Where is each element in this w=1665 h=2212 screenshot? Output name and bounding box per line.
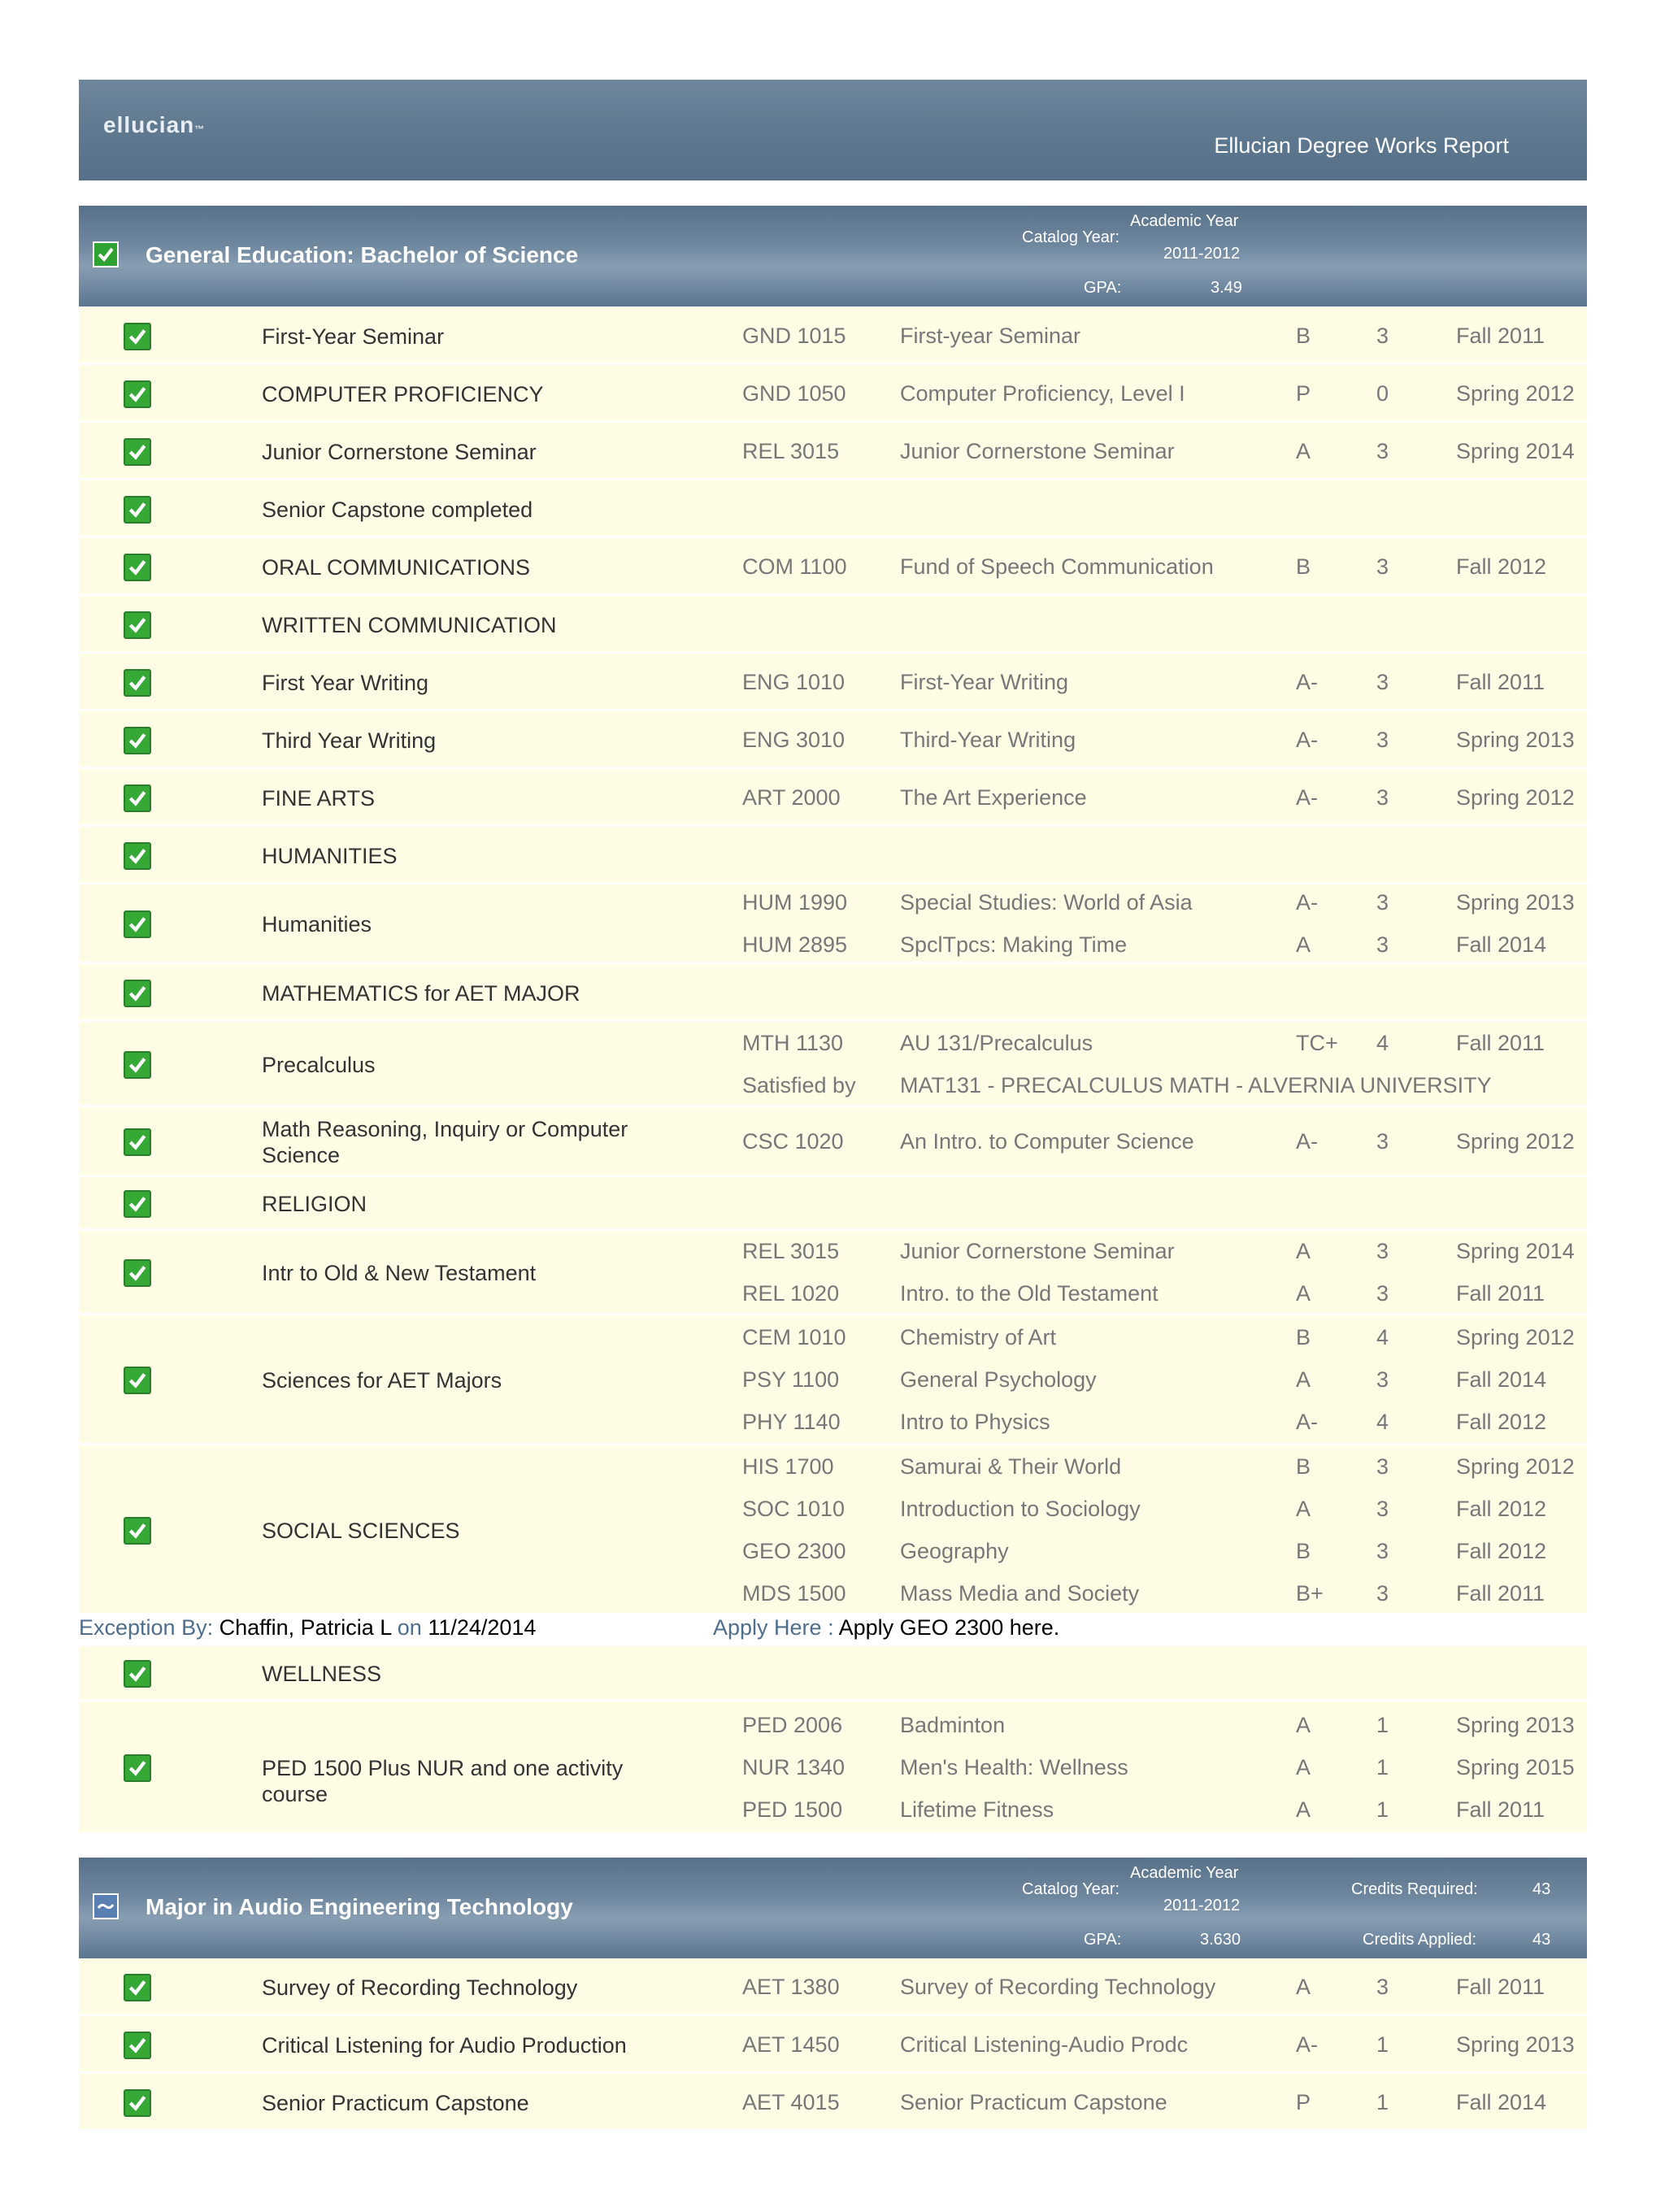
apply-here-label: Apply Here : [713, 1615, 834, 1640]
exception-date: 11/24/2014 [428, 1615, 537, 1640]
course-grade: A [1296, 1367, 1311, 1392]
course-term: Fall 2011 [1456, 1797, 1545, 1822]
course-code: PED 2006 [742, 1713, 843, 1737]
requirement-name: PED 1500 Plus NUR and one activity course [262, 1756, 624, 1806]
complete-check-icon [124, 496, 151, 524]
course-credits: 1 [1376, 2089, 1389, 2114]
course-term: Fall 2014 [1456, 2089, 1547, 2114]
course-code: GEO 2300 [742, 1538, 846, 1563]
course-grade: A- [1296, 784, 1318, 810]
course-term: Fall 2012 [1456, 1496, 1547, 1521]
course-code: AET 1450 [742, 2032, 840, 2057]
course-title: Computer Proficiency, Level I [900, 380, 1185, 406]
course-grade: B [1296, 1454, 1311, 1479]
course-term: Spring 2015 [1456, 1755, 1575, 1780]
complete-check-icon [124, 323, 151, 350]
requirement-name: First-Year Seminar [262, 324, 445, 349]
in-progress-icon [93, 1893, 119, 1919]
course-title: Fund of Speech Communication [900, 554, 1214, 579]
course-grade: B [1296, 323, 1311, 348]
requirement-row [79, 423, 1587, 480]
course-title: SpclTpcs: Making Time [900, 932, 1128, 957]
course-term: Fall 2011 [1456, 1030, 1545, 1055]
section-title: General Education: Bachelor of Science [146, 242, 579, 267]
course-credits: 3 [1376, 1496, 1389, 1521]
complete-check-icon [124, 842, 151, 870]
course-grade: A [1296, 1797, 1311, 1822]
course-grade: A- [1296, 669, 1318, 694]
course-code: CSC 1020 [742, 1129, 844, 1154]
course-credits: 3 [1376, 1538, 1389, 1563]
requirement-row [79, 1177, 1587, 1231]
gpa-value: 3.630 [1200, 1931, 1241, 1949]
course-title: First-year Seminar [900, 323, 1081, 348]
requirement-row [79, 307, 1587, 365]
course-term: Fall 2011 [1456, 1580, 1545, 1606]
exception-by-label: Exception By: [79, 1615, 214, 1640]
course-title: Junior Cornerstone Seminar [900, 1239, 1175, 1263]
course-credits: 3 [1376, 890, 1389, 915]
course-grade: B [1296, 1538, 1311, 1563]
course-credits: 1 [1376, 1713, 1389, 1737]
academic-year-label: Academic Year [1130, 1864, 1239, 1882]
course-credits: 3 [1376, 669, 1389, 694]
course-title: Intro to Physics [900, 1410, 1050, 1434]
complete-check-icon [93, 241, 119, 267]
course-credits: 1 [1376, 1755, 1389, 1780]
course-grade: A- [1296, 2032, 1318, 2057]
course-title: Intro. to the Old Testament [900, 1281, 1159, 1306]
course-title: Junior Cornerstone Seminar [900, 438, 1175, 463]
course-credits: 3 [1376, 1281, 1389, 1306]
course-grade: B [1296, 1325, 1311, 1349]
requirement-name: COMPUTER PROFICIENCY [262, 381, 544, 406]
credits-required-label: Credits Required: [1351, 1880, 1478, 1898]
course-code: HUM 1990 [742, 890, 848, 915]
course-term: Fall 2011 [1456, 1281, 1545, 1306]
course-code: HUM 2895 [742, 932, 848, 957]
course-code: MTH 1130 [742, 1030, 844, 1055]
course-credits: 3 [1376, 323, 1389, 348]
course-grade: A [1296, 1755, 1311, 1780]
course-term: Fall 2011 [1456, 1974, 1545, 1999]
course-term: Spring 2012 [1456, 1454, 1575, 1479]
course-title: Senior Practicum Capstone [900, 2089, 1167, 2114]
course-code: ENG 1010 [742, 669, 846, 694]
requirement-row [79, 365, 1587, 423]
course-term: Fall 2012 [1456, 1538, 1547, 1563]
complete-check-icon [124, 1128, 151, 1156]
course-code: REL 3015 [742, 1239, 840, 1263]
course-term: Fall 2014 [1456, 1367, 1547, 1392]
requirement-name: Senior Practicum Capstone [262, 2090, 529, 2115]
report-title: Ellucian Degree Works Report [1214, 133, 1509, 158]
requirement-name: Math Reasoning, Inquiry or Computer Science [262, 1117, 628, 1167]
catalog-year-label: Catalog Year: [1022, 1880, 1120, 1898]
course-credits: 3 [1376, 1367, 1389, 1392]
requirement-name: Critical Listening for Audio Production [262, 2032, 627, 2058]
exception-by-name: Chaffin, Patricia L [219, 1615, 392, 1640]
complete-check-icon [124, 1517, 151, 1545]
course-credits: 1 [1376, 1797, 1389, 1822]
course-title: An Intro. to Computer Science [900, 1129, 1194, 1154]
requirement-row [79, 1701, 1587, 1835]
course-code: CEM 1010 [742, 1325, 846, 1349]
course-term: Spring 2012 [1456, 784, 1575, 810]
course-term: Spring 2013 [1456, 727, 1575, 752]
requirement-name: First Year Writing [262, 670, 429, 695]
requirement-name: SOCIAL SCIENCES [262, 1518, 460, 1543]
course-term: Spring 2012 [1456, 380, 1575, 406]
course-code: REL 1020 [742, 1281, 840, 1306]
course-code: PHY 1140 [742, 1410, 841, 1434]
requirement-row [79, 654, 1587, 711]
course-grade: P [1296, 380, 1311, 406]
requirement-row [79, 1231, 1587, 1315]
section-title: Major in Audio Engineering Technology [146, 1894, 573, 1919]
complete-check-icon [124, 611, 151, 639]
course-credits: 3 [1376, 1454, 1389, 1479]
complete-check-icon [124, 784, 151, 812]
requirement-name: Senior Capstone completed [262, 497, 533, 522]
requirement-row [79, 538, 1587, 596]
complete-check-icon [124, 2032, 151, 2059]
requirement-row [79, 964, 1587, 1022]
requirement-name: Survey of Recording Technology [262, 1975, 578, 2000]
course-term: Spring 2012 [1456, 1129, 1575, 1154]
course-grade: A [1296, 438, 1311, 463]
course-title: Special Studies: World of Asia [900, 890, 1193, 915]
course-term: Spring 2012 [1456, 1325, 1575, 1349]
course-code: PED 1500 [742, 1797, 843, 1822]
requirement-row [79, 1107, 1587, 1177]
course-grade: A [1296, 932, 1311, 957]
course-credits: 1 [1376, 2032, 1389, 2057]
complete-check-icon [124, 1259, 151, 1287]
course-credits: 4 [1376, 1410, 1389, 1434]
course-credits: 0 [1376, 380, 1389, 406]
credits-applied-label: Credits Applied: [1363, 1931, 1477, 1949]
course-code: GND 1015 [742, 323, 846, 348]
course-credits: 3 [1376, 784, 1389, 810]
requirement-name: HUMANITIES [262, 843, 398, 868]
requirement-name: ORAL COMMUNICATIONS [262, 554, 531, 580]
course-code: PSY 1100 [742, 1367, 840, 1392]
requirement-name: WELLNESS [262, 1662, 382, 1686]
course-credits: 3 [1376, 554, 1389, 579]
course-code: GND 1050 [742, 380, 846, 406]
requirement-row [79, 2016, 1587, 2074]
requirement-name: FINE ARTS [262, 785, 376, 810]
course-term: Fall 2011 [1456, 323, 1545, 348]
complete-check-icon [124, 2089, 151, 2117]
requirement-row [79, 596, 1587, 654]
course-title: AU 131/Precalculus [900, 1030, 1093, 1055]
course-credits: 3 [1376, 1974, 1389, 1999]
complete-check-icon [124, 1367, 151, 1394]
satisfied-by-value: MAT131 - PRECALCULUS MATH - ALVERNIA UNIVERSITY [900, 1072, 1492, 1097]
course-title: Critical Listening-Audio Prodc [900, 2032, 1189, 2057]
gpa-value: 3.49 [1211, 279, 1242, 297]
gpa-label: GPA: [1084, 279, 1122, 297]
requirement-row [79, 1315, 1587, 1445]
requirement-name: Junior Cornerstone Seminar [262, 439, 537, 464]
satisfied-by-label: Satisfied by [742, 1072, 856, 1097]
requirement-row [79, 2074, 1587, 2132]
course-title: Survey of Recording Technology [900, 1974, 1216, 1999]
course-code: AET 1380 [742, 1974, 840, 1999]
course-grade: A- [1296, 1410, 1318, 1434]
gpa-label: GPA: [1084, 1931, 1122, 1949]
course-grade: A [1296, 1239, 1311, 1263]
requirement-row [79, 769, 1587, 827]
requirement-name: Intr to Old & New Testament [262, 1261, 537, 1285]
course-credits: 3 [1376, 1129, 1389, 1154]
course-grade: A- [1296, 890, 1318, 915]
catalog-year-value: 2011-2012 [1163, 1897, 1241, 1914]
course-code: MDS 1500 [742, 1580, 846, 1606]
course-term: Fall 2014 [1456, 932, 1547, 957]
course-title: Lifetime Fitness [900, 1797, 1054, 1822]
catalog-year-value: 2011-2012 [1163, 245, 1241, 263]
course-title: Geography [900, 1538, 1009, 1563]
complete-check-icon [124, 1974, 151, 2001]
requirement-row [79, 1958, 1587, 2016]
exception-note [79, 1615, 1587, 1646]
course-credits: 3 [1376, 1239, 1389, 1263]
complete-check-icon [124, 980, 151, 1007]
requirement-name: Sciences for AET Majors [262, 1368, 502, 1393]
course-grade: TC+ [1296, 1030, 1338, 1055]
apply-here-text: Apply GEO 2300 here. [838, 1615, 1060, 1640]
requirement-row [79, 711, 1587, 769]
course-title: Introduction to Sociology [900, 1496, 1141, 1521]
course-code: ENG 3010 [742, 727, 846, 752]
complete-check-icon [124, 910, 151, 938]
course-credits: 3 [1376, 1580, 1389, 1606]
course-credits: 3 [1376, 438, 1389, 463]
course-grade: B+ [1296, 1580, 1324, 1606]
credits-required-value: 43 [1532, 1880, 1551, 1898]
complete-check-icon [124, 1190, 151, 1218]
ellucian-logo: ellucian™ [103, 112, 206, 137]
exception-on-label: on [397, 1615, 422, 1640]
catalog-year-label: Catalog Year: [1022, 228, 1120, 246]
course-code: REL 3015 [742, 438, 840, 463]
course-code: SOC 1010 [742, 1496, 846, 1521]
course-code: NUR 1340 [742, 1755, 846, 1780]
course-code: ART 2000 [742, 784, 841, 810]
report-banner [79, 80, 1587, 180]
complete-check-icon [124, 1754, 151, 1782]
course-title: Mass Media and Society [900, 1580, 1140, 1606]
course-grade: B [1296, 554, 1311, 579]
course-title: The Art Experience [900, 784, 1087, 810]
complete-check-icon [124, 669, 151, 697]
complete-check-icon [124, 554, 151, 581]
course-title: Chemistry of Art [900, 1325, 1057, 1349]
course-term: Spring 2013 [1456, 2032, 1575, 2057]
course-title: Samurai & Their World [900, 1454, 1122, 1479]
requirement-row [79, 1445, 1587, 1615]
complete-check-icon [124, 438, 151, 466]
requirement-row [79, 1646, 1587, 1701]
course-grade: P [1296, 2089, 1311, 2114]
course-title: Third-Year Writing [900, 727, 1076, 752]
course-term: Fall 2012 [1456, 554, 1547, 579]
course-credits: 4 [1376, 1325, 1389, 1349]
course-grade: A [1296, 1974, 1311, 1999]
course-title: Badminton [900, 1713, 1006, 1737]
course-title: First-Year Writing [900, 669, 1069, 694]
complete-check-icon [124, 380, 151, 408]
requirement-row [79, 480, 1587, 538]
requirement-row [79, 827, 1587, 884]
requirement-row [79, 884, 1587, 964]
requirement-name: WRITTEN COMMUNICATION [262, 612, 557, 637]
complete-check-icon [124, 1660, 151, 1688]
section-header-major [79, 1858, 1587, 1958]
course-credits: 3 [1376, 932, 1389, 957]
course-term: Spring 2013 [1456, 890, 1575, 915]
course-grade: A [1296, 1281, 1311, 1306]
course-term: Fall 2012 [1456, 1410, 1547, 1434]
requirement-name: MATHEMATICS for AET MAJOR [262, 980, 580, 1006]
section-header-gen-ed [79, 206, 1587, 306]
complete-check-icon [124, 1051, 151, 1079]
course-grade: A [1296, 1713, 1311, 1737]
course-credits: 4 [1376, 1030, 1389, 1055]
course-credits: 3 [1376, 727, 1389, 752]
requirement-name: Humanities [262, 912, 372, 937]
requirement-name: Precalculus [262, 1052, 376, 1077]
course-term: Spring 2014 [1456, 438, 1575, 463]
course-grade: A- [1296, 1129, 1318, 1154]
course-term: Spring 2014 [1456, 1239, 1575, 1263]
requirement-row [79, 1022, 1587, 1107]
requirement-name: Third Year Writing [262, 728, 437, 753]
course-title: General Psychology [900, 1367, 1097, 1392]
course-code: HIS 1700 [742, 1454, 834, 1479]
course-code: AET 4015 [742, 2089, 840, 2114]
course-code: COM 1100 [742, 554, 847, 579]
academic-year-label: Academic Year [1130, 212, 1239, 230]
course-grade: A- [1296, 727, 1318, 752]
requirement-name: RELIGION [262, 1192, 367, 1216]
course-term: Spring 2013 [1456, 1713, 1575, 1737]
course-grade: A [1296, 1496, 1311, 1521]
credits-applied-value: 43 [1532, 1931, 1551, 1949]
complete-check-icon [124, 727, 151, 754]
course-term: Fall 2011 [1456, 669, 1545, 694]
course-title: Men's Health: Wellness [900, 1755, 1128, 1780]
